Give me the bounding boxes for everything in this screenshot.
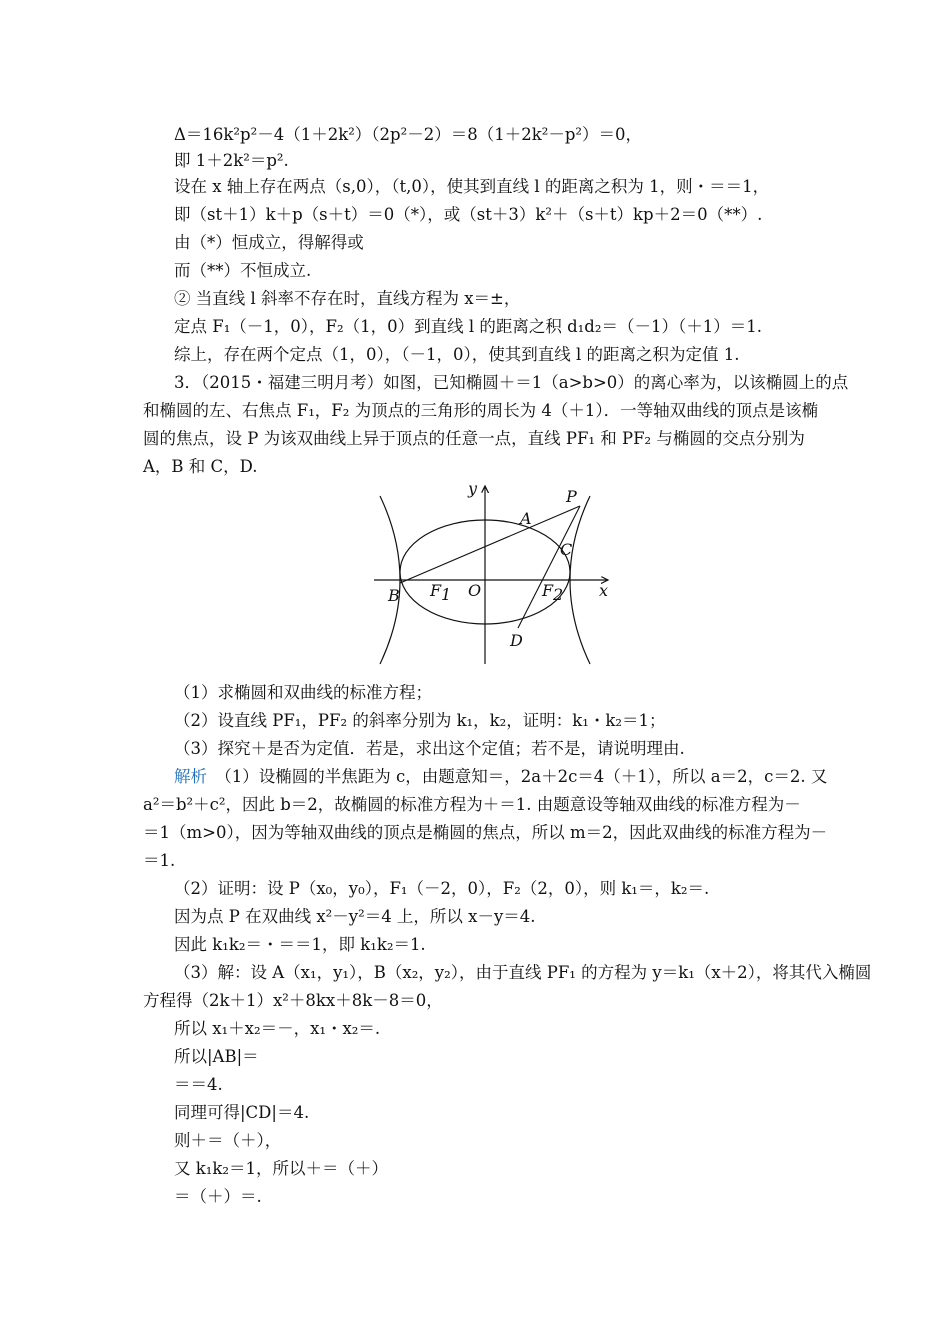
text-line: Δ＝16k²p²－4（1＋2k²）（2p²－2）＝8（1＋2k²－p²）＝0， bbox=[174, 125, 643, 144]
problem-text-line: 圆的焦点，设 P 为该双曲线上异于顶点的任意一点，直线 PF₁ 和 PF₂ 与椭圆的交点分别为 bbox=[143, 429, 805, 448]
line-pf1 bbox=[400, 506, 580, 583]
solution-line: ＝（＋）＝. bbox=[174, 1187, 262, 1206]
text-line: 由（*）恒成立，得解得或 bbox=[174, 233, 364, 252]
ellipse-hyperbola-figure bbox=[370, 478, 620, 668]
problem-text-line: 3．（2015・福建三明月考）如图，已知椭圆＋＝1（a>b>0）的离心率为，以该椭圆上的点 bbox=[174, 373, 849, 392]
problem-text-line: A，B 和 C，D. bbox=[143, 457, 258, 476]
solution-line: （3）解：设 A（x₁，y₁），B（x₂，y₂），由于直线 PF₁ 的方程为 y＝k₁（x＋2），将其代入椭圆 bbox=[174, 963, 872, 982]
solution-line: ＝1（m>0），因为等轴双曲线的顶点是椭圆的焦点，所以 m＝2，因此双曲线的标准方程为－ bbox=[143, 823, 828, 842]
label-P: P bbox=[566, 487, 577, 506]
solution-line: 则＋＝（＋）， bbox=[174, 1131, 282, 1150]
solution-line: 同理可得|CD|＝4. bbox=[174, 1103, 310, 1122]
solution-line: ＝＝4. bbox=[174, 1075, 223, 1094]
solution-line: 因为点 P 在双曲线 x²－y²＝4 上，所以 x－y＝4. bbox=[174, 907, 536, 926]
solution-line: 因此 k₁k₂＝・＝＝1，即 k₁k₂＝1. bbox=[174, 935, 426, 954]
question-part: （2）设直线 PF₁，PF₂ 的斜率分别为 k₁，k₂，证明：k₁・k₂＝1； bbox=[174, 711, 666, 730]
solution-line: 所以 x₁＋x₂＝－，x₁・x₂＝. bbox=[174, 1019, 381, 1038]
solution-line: （2）证明：设 P（x₀，y₀），F₁（－2，0），F₂（2，0），则 k₁＝，k₂＝. bbox=[174, 879, 710, 898]
text-line: 设在 x 轴上存在两点（s,0），（t,0），使其到直线 l 的距离之积为 1，则・＝＝1， bbox=[174, 177, 770, 196]
label-O: O bbox=[468, 581, 482, 600]
text-line: 而（**）不恒成立. bbox=[174, 261, 312, 280]
question-part: （3）探究＋是否为定值．若是，求出这个定值；若不是，请说明理由. bbox=[174, 739, 685, 758]
label-F1-sub: 1 bbox=[441, 585, 452, 604]
text-line: 综上，存在两个定点（1，0），（－1，0），使其到直线 l 的距离之积为定值 1. bbox=[174, 345, 740, 364]
label-F1: F bbox=[430, 581, 442, 600]
solution-line: 方程得（2k＋1）x²＋8kx＋8k－8＝0， bbox=[143, 991, 443, 1010]
solution-keyword: 解析 bbox=[174, 767, 207, 786]
solution-line: 又 k₁k₂＝1，所以＋＝（＋） bbox=[174, 1159, 388, 1178]
solution-line: a²＝b²＋c²，因此 b＝2，故椭圆的标准方程为＋＝1. 由题意设等轴双曲线的标准方程为－ bbox=[143, 795, 801, 814]
label-D: D bbox=[510, 631, 523, 650]
figure-svg bbox=[370, 478, 620, 668]
text-line: 即 1＋2k²＝p². bbox=[174, 151, 289, 170]
problem-text-line: 和椭圆的左、右焦点 F₁，F₂ 为顶点的三角形的周长为 4（＋1）．一等轴双曲线的顶点是该椭 bbox=[143, 401, 819, 420]
label-y: y bbox=[468, 479, 478, 498]
solution-text: （1）设椭圆的半焦距为 c，由题意知＝，2a＋2c＝4（＋1），所以 a＝2，c＝2. 又 bbox=[207, 767, 828, 786]
label-C: C bbox=[560, 540, 573, 559]
label-x: x bbox=[599, 581, 609, 600]
label-F2: F bbox=[542, 581, 554, 600]
solution-line: 所以|AB|＝ bbox=[174, 1047, 259, 1066]
text-line: 即（st＋1）k＋p（s＋t）＝0（*），或（st＋3）k²＋（s＋t）kp＋2＝0（**）. bbox=[174, 205, 763, 224]
solution-line bbox=[174, 766, 827, 788]
label-B: B bbox=[388, 586, 400, 605]
text-line: ② 当直线 l 斜率不存在时，直线方程为 x＝±， bbox=[174, 289, 521, 308]
question-part: （1）求椭圆和双曲线的标准方程； bbox=[174, 683, 432, 702]
text-line: 定点 F₁（－1，0），F₂（1，0）到直线 l 的距离之积 d₁d₂＝（－1）（＋1）＝1. bbox=[174, 317, 762, 336]
label-F2-sub: 2 bbox=[553, 585, 564, 604]
solution-line: ＝1. bbox=[143, 851, 176, 870]
label-A: A bbox=[520, 509, 532, 528]
